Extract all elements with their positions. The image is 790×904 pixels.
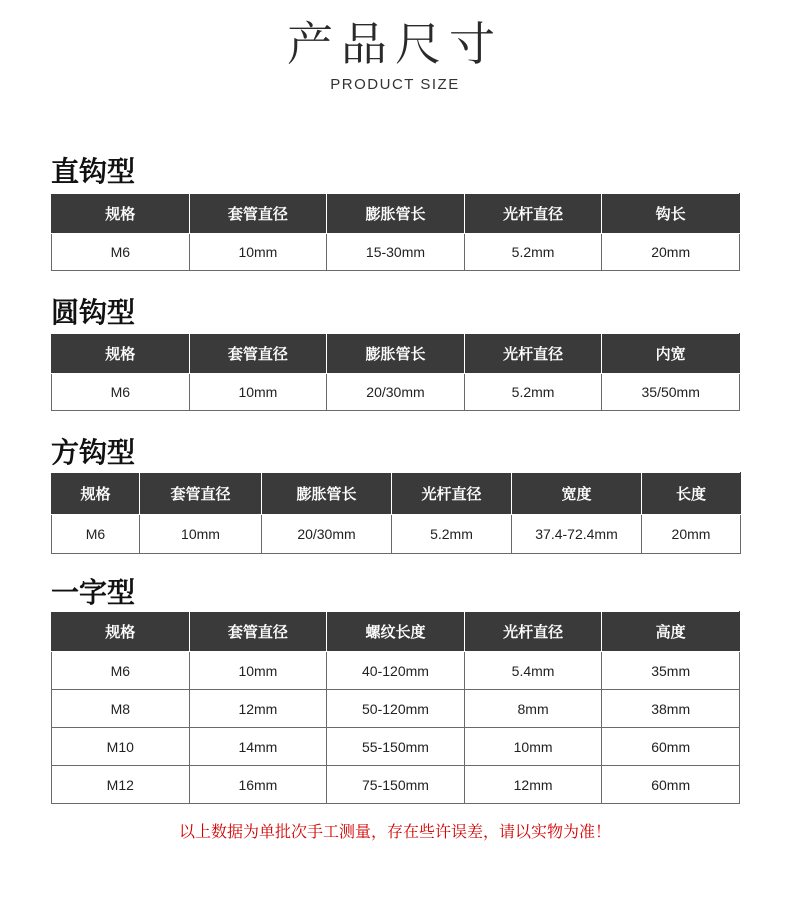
table-row [52,652,740,690]
column-header: 光杆直径 [464,194,602,234]
column-header: 高度 [602,612,740,652]
column-header: 宽度 [512,473,642,515]
table-cell: 16mm [189,766,327,804]
column-header: 膨胀管长 [262,473,392,515]
table-cell: 40-120mm [327,652,465,690]
table-cell: 10mm [140,515,262,554]
table-row [52,690,740,728]
table-header-row [52,334,740,374]
table-row [52,515,741,554]
spec-table-square-hook [51,472,741,554]
table-cell: 14mm [189,728,327,766]
column-header: 长度 [642,473,741,515]
column-header: 内宽 [602,334,740,374]
table-cell: M6 [52,515,140,554]
table-cell: 10mm [189,374,327,411]
column-header: 套管直径 [189,612,327,652]
table-cell: 75-150mm [327,766,465,804]
table-cell: 10mm [189,234,327,271]
spec-table-straight-type [51,611,740,804]
section-title-square-hook: 方钩型 [51,436,136,469]
table-cell: 60mm [602,728,740,766]
table-cell: 60mm [602,766,740,804]
spec-table-straight-hook [51,193,740,271]
table-cell: 38mm [602,690,740,728]
table-cell: 20mm [642,515,741,554]
section-title-round-hook: 圆钩型 [51,296,136,329]
column-header: 膨胀管长 [327,334,465,374]
page-title: 产品尺寸 [287,17,503,71]
table-cell: 50-120mm [327,690,465,728]
column-header: 套管直径 [189,194,327,234]
table-row [52,728,740,766]
table-cell: 35/50mm [602,374,740,411]
table-cell: 5.2mm [464,374,602,411]
column-header: 规格 [52,612,190,652]
table-header-row [52,612,740,652]
measurement-disclaimer: 以上数据为单批次手工测量，存在些许误差，请以实物为准！ [178,822,611,841]
table-cell: 5.2mm [464,234,602,271]
table-cell: 55-150mm [327,728,465,766]
table-cell: 5.2mm [392,515,512,554]
table-cell: M6 [52,374,190,411]
table-header-row [52,473,741,515]
table-cell: 15-30mm [327,234,465,271]
table-cell: M10 [52,728,190,766]
table-cell: M8 [52,690,190,728]
column-header: 规格 [52,194,190,234]
spec-table-round-hook [51,333,740,411]
column-header: 光杆直径 [464,334,602,374]
table-cell: 5.4mm [464,652,602,690]
table-cell: M6 [52,234,190,271]
table-row [52,234,740,271]
table-cell: 20/30mm [262,515,392,554]
column-header: 套管直径 [140,473,262,515]
table-row [52,766,740,804]
column-header: 规格 [52,334,190,374]
column-header: 规格 [52,473,140,515]
table-row [52,374,740,411]
table-cell: 37.4-72.4mm [512,515,642,554]
table-cell: 12mm [189,690,327,728]
column-header: 光杆直径 [464,612,602,652]
table-header-row [52,194,740,234]
column-header: 膨胀管长 [327,194,465,234]
column-header: 螺纹长度 [327,612,465,652]
section-title-straight-hook: 直钩型 [51,155,136,188]
column-header: 套管直径 [189,334,327,374]
table-cell: 10mm [189,652,327,690]
table-cell: M12 [52,766,190,804]
column-header: 钩长 [602,194,740,234]
table-cell: 20mm [602,234,740,271]
table-cell: 10mm [464,728,602,766]
table-cell: 20/30mm [327,374,465,411]
table-cell: 35mm [602,652,740,690]
table-cell: 12mm [464,766,602,804]
page-subtitle: PRODUCT SIZE [330,76,460,93]
column-header: 光杆直径 [392,473,512,515]
table-cell: M6 [52,652,190,690]
section-title-straight-type: 一字型 [51,576,136,609]
table-cell: 8mm [464,690,602,728]
